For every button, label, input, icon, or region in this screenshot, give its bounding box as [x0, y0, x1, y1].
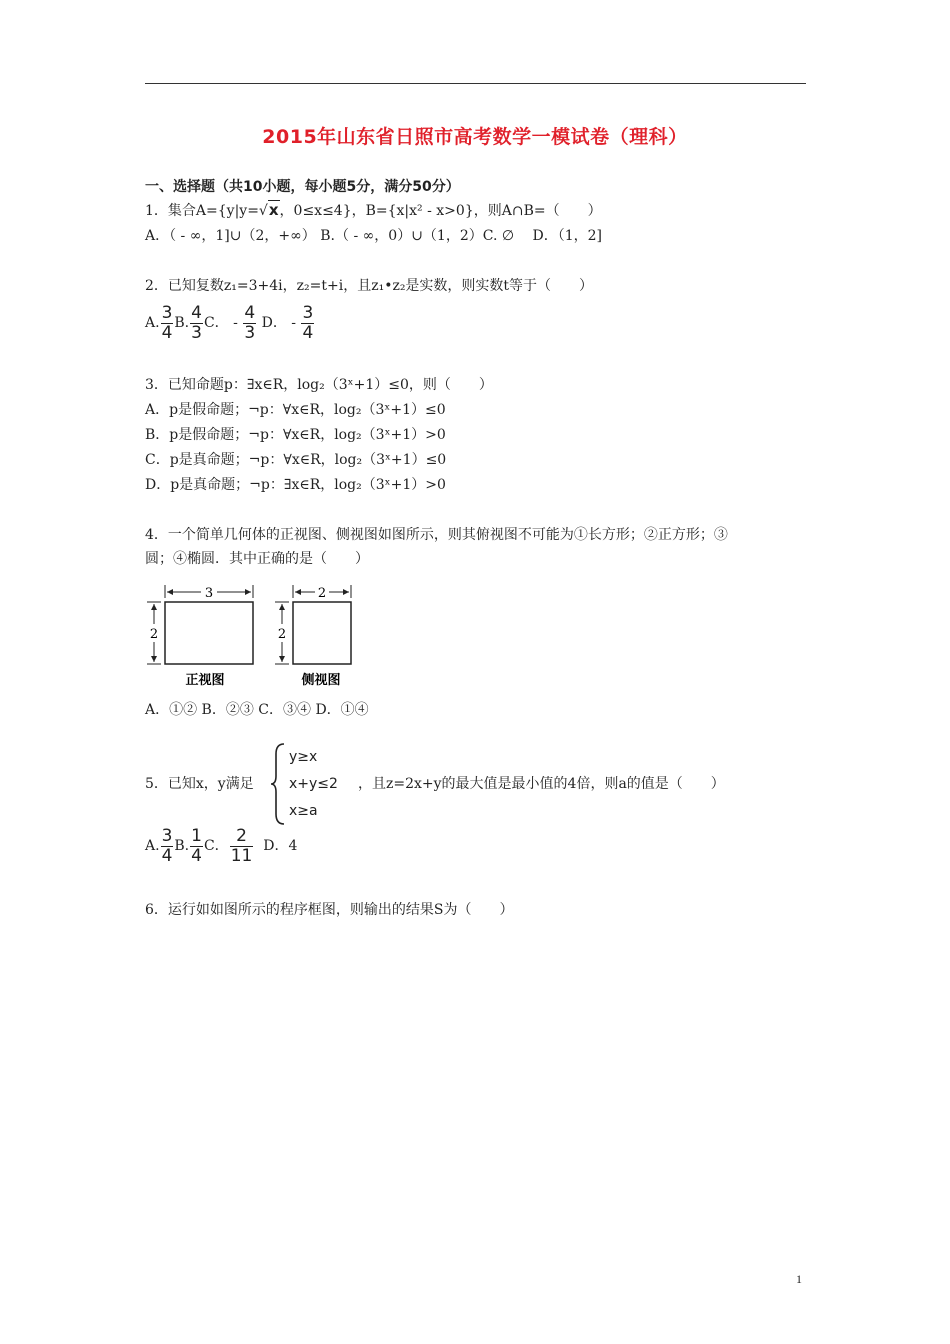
constraint-1: y≥x — [289, 749, 318, 765]
page-title: 2015年山东省日照市高考数学一模试卷（理科） — [262, 126, 688, 148]
q2-frac-b — [190, 304, 203, 343]
question-3-stem: 3．已知命题p：∃x∈R，log₂（3ˣ+1）≤0，则（ ） — [145, 377, 493, 393]
denominator: 4 — [302, 322, 314, 343]
question-5-options — [145, 826, 297, 866]
q2-frac-a — [161, 304, 174, 343]
page-number: 1 — [796, 1272, 802, 1286]
q5-label-c: C． — [203, 838, 229, 854]
side-view-label: 侧视图 — [301, 673, 341, 688]
sqrt-symbol: √x — [258, 201, 279, 219]
question-1-stem — [145, 200, 602, 221]
side-height-label: 2 — [277, 627, 287, 642]
question-3-option-c: C．p是真命题；¬p：∀x∈R，log₂（3ˣ+1）≤0 — [145, 452, 447, 468]
question-6-stem: 6．运行如如图所示的程序框图，则输出的结果S为（ ） — [145, 902, 514, 918]
header-rule — [145, 83, 806, 84]
constraint-3: x≥a — [289, 803, 318, 819]
question-1-options: A．（ - ∞，1]∪（2，+∞） B.（ - ∞，0）∪（1，2）C. ∅ D．（1，2] — [145, 228, 602, 244]
numerator: 4 — [191, 302, 202, 323]
numerator: 2 — [230, 827, 254, 847]
q2-label-b: B. — [174, 315, 190, 331]
denominator: 4 — [191, 845, 202, 866]
q2-label-a: A. — [145, 315, 160, 331]
question-4-options: A．①② B．②③ C．③④ D．①④ — [145, 702, 369, 718]
q5-label-b: B. — [174, 838, 190, 854]
question-4-stem-line1: 4．一个简单几何体的正视图、侧视图如图所示，则其俯视图不可能为①长方形；②正方形；③ — [145, 527, 728, 543]
numerator: 1 — [191, 825, 202, 846]
front-width-label: 3 — [204, 586, 214, 601]
q2-frac-c — [243, 304, 256, 343]
question-2-options — [145, 303, 315, 343]
denominator: 4 — [161, 845, 173, 866]
q2-label-d: D． - — [261, 315, 301, 331]
numerator: 4 — [244, 302, 256, 323]
numerator: 3 — [302, 302, 314, 323]
q5-frac-b — [190, 827, 203, 866]
q5-frac-a — [161, 827, 174, 866]
question-3-option-d: D．p是真命题；¬p：∃x∈R，log₂（3ˣ+1）>0 — [145, 477, 446, 493]
front-view-label: 正视图 — [185, 673, 225, 688]
front-view-rect — [165, 602, 253, 664]
denominator: 3 — [191, 322, 202, 343]
numerator: 3 — [161, 825, 173, 846]
question-3-option-a: A．p是假命题；¬p：∀x∈R，log₂（3ˣ+1）≤0 — [145, 402, 446, 418]
question-5-prefix: 5．已知x，y满足 — [145, 776, 254, 792]
three-view-figure — [145, 582, 365, 692]
q2-label-c: C． - — [203, 315, 243, 331]
constraint-2: x+y≤2 — [289, 776, 338, 792]
section-heading: 一、选择题（共10小题，每小题5分，满分50分） — [145, 179, 460, 195]
front-height-label: 2 — [149, 627, 159, 642]
side-view-rect — [293, 602, 351, 664]
denominator: 4 — [161, 322, 173, 343]
q5-label-a: A. — [145, 838, 160, 854]
question-2-stem: 2．已知复数z₁=3+4i，z₂=t+i，且z₁•z₂是实数，则实数t等于（ ） — [145, 278, 594, 294]
q5-option-d: D．4 — [263, 838, 298, 854]
q1-prefix: 1．集合A={y|y= — [145, 203, 259, 219]
denominator: 3 — [244, 322, 256, 343]
side-width-label: 2 — [317, 586, 327, 601]
question-3-option-b: B．p是假命题；¬p：∀x∈R，log₂（3ˣ+1）>0 — [145, 427, 446, 443]
numerator: 3 — [161, 302, 173, 323]
q1-radicand: x — [268, 201, 279, 219]
question-5-suffix: ，且z=2x+y的最大值是最小值的4倍，则a的值是（ ） — [358, 776, 725, 792]
q1-suffix: ，0≤x≤4}，B={x|x² - x>0}，则A∩B=（ ） — [279, 203, 602, 219]
question-4-stem-line2: 圆；④椭圆．其中正确的是（ ） — [145, 551, 369, 567]
system-brace — [270, 742, 286, 826]
denominator: 11 — [230, 845, 253, 866]
q5-frac-c — [230, 827, 254, 866]
q2-frac-d — [301, 304, 314, 343]
